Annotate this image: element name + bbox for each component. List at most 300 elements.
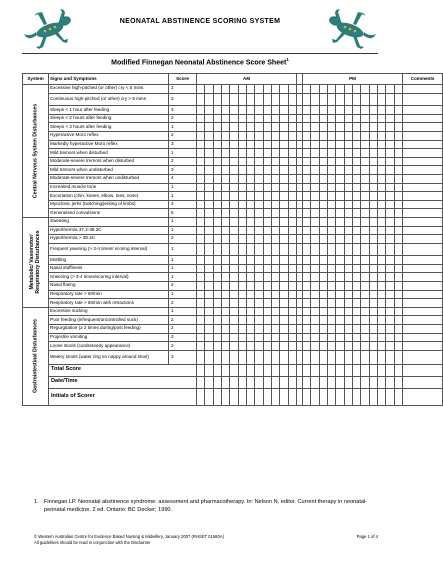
pm-score-cell[interactable] xyxy=(369,166,377,175)
am-score-cell[interactable] xyxy=(230,192,238,201)
am-score-cell[interactable] xyxy=(197,307,205,316)
pm-score-cell[interactable] xyxy=(377,256,385,265)
pm-score-cell[interactable] xyxy=(336,273,344,282)
am-score-cell[interactable] xyxy=(246,235,254,244)
am-score-cell[interactable] xyxy=(205,290,213,299)
pm-score-cell[interactable] xyxy=(386,149,394,158)
pm-score-cell[interactable] xyxy=(369,388,377,405)
pm-score-cell[interactable] xyxy=(352,342,360,351)
pm-score-cell[interactable] xyxy=(394,183,402,192)
am-score-cell[interactable] xyxy=(246,282,254,291)
pm-score-cell[interactable] xyxy=(377,376,385,388)
pm-score-cell[interactable] xyxy=(352,166,360,175)
am-score-cell[interactable] xyxy=(221,282,229,291)
am-score-cell[interactable] xyxy=(213,325,221,334)
pm-score-cell[interactable] xyxy=(311,282,319,291)
pm-score-cell[interactable] xyxy=(377,166,385,175)
pm-score-cell[interactable] xyxy=(369,290,377,299)
pm-score-cell[interactable] xyxy=(319,388,327,405)
am-score-cell[interactable] xyxy=(221,376,229,388)
am-score-cell[interactable] xyxy=(246,342,254,351)
am-score-cell[interactable] xyxy=(205,282,213,291)
am-score-cell[interactable] xyxy=(246,290,254,299)
am-score-cell[interactable] xyxy=(263,325,271,334)
pm-score-cell[interactable] xyxy=(311,256,319,265)
am-score-cell[interactable] xyxy=(288,235,296,244)
pm-score-cell[interactable] xyxy=(336,200,344,209)
am-score-cell[interactable] xyxy=(288,131,296,140)
pm-score-cell[interactable] xyxy=(327,217,335,226)
am-score-cell[interactable] xyxy=(221,299,229,308)
am-score-cell[interactable] xyxy=(221,325,229,334)
am-score-cell[interactable] xyxy=(221,183,229,192)
am-score-cell[interactable] xyxy=(197,183,205,192)
am-score-cell[interactable] xyxy=(288,273,296,282)
pm-score-cell[interactable] xyxy=(403,376,443,388)
pm-score-cell[interactable] xyxy=(336,85,344,94)
pm-score-cell[interactable] xyxy=(386,123,394,132)
am-score-cell[interactable] xyxy=(213,200,221,209)
am-score-cell[interactable] xyxy=(221,217,229,226)
am-score-cell[interactable] xyxy=(255,217,263,226)
pm-score-cell[interactable] xyxy=(327,192,335,201)
pm-score-cell[interactable] xyxy=(369,256,377,265)
am-score-cell[interactable] xyxy=(271,200,279,209)
am-score-cell[interactable] xyxy=(288,106,296,115)
pm-score-cell[interactable] xyxy=(311,307,319,316)
am-score-cell[interactable] xyxy=(246,123,254,132)
pm-score-cell[interactable] xyxy=(403,183,443,192)
am-score-cell[interactable] xyxy=(246,131,254,140)
pm-score-cell[interactable] xyxy=(319,273,327,282)
pm-score-cell[interactable] xyxy=(403,85,443,94)
pm-score-cell[interactable] xyxy=(386,264,394,273)
am-score-cell[interactable] xyxy=(280,307,288,316)
pm-score-cell[interactable] xyxy=(369,226,377,235)
pm-score-cell[interactable] xyxy=(344,217,352,226)
am-score-cell[interactable] xyxy=(230,200,238,209)
am-score-cell[interactable] xyxy=(288,183,296,192)
am-score-cell[interactable] xyxy=(271,273,279,282)
am-score-cell[interactable] xyxy=(280,192,288,201)
am-score-cell[interactable] xyxy=(197,166,205,175)
am-score-cell[interactable] xyxy=(255,282,263,291)
pm-score-cell[interactable] xyxy=(352,290,360,299)
pm-score-cell[interactable] xyxy=(369,192,377,201)
am-score-cell[interactable] xyxy=(205,85,213,94)
pm-score-cell[interactable] xyxy=(319,282,327,291)
pm-score-cell[interactable] xyxy=(386,350,394,364)
am-score-cell[interactable] xyxy=(288,85,296,94)
pm-score-cell[interactable] xyxy=(319,325,327,334)
pm-score-cell[interactable] xyxy=(327,256,335,265)
pm-score-cell[interactable] xyxy=(327,273,335,282)
pm-score-cell[interactable] xyxy=(336,243,344,256)
am-score-cell[interactable] xyxy=(205,273,213,282)
pm-score-cell[interactable] xyxy=(319,93,327,106)
am-score-cell[interactable] xyxy=(263,192,271,201)
am-score-cell[interactable] xyxy=(238,192,246,201)
pm-score-cell[interactable] xyxy=(327,325,335,334)
am-score-cell[interactable] xyxy=(197,325,205,334)
am-score-cell[interactable] xyxy=(221,350,229,364)
am-score-cell[interactable] xyxy=(263,174,271,183)
pm-score-cell[interactable] xyxy=(377,106,385,115)
pm-score-cell[interactable] xyxy=(386,157,394,166)
pm-score-cell[interactable] xyxy=(327,209,335,218)
am-score-cell[interactable] xyxy=(280,364,288,376)
pm-score-cell[interactable] xyxy=(403,157,443,166)
am-score-cell[interactable] xyxy=(288,140,296,149)
pm-score-cell[interactable] xyxy=(403,264,443,273)
pm-score-cell[interactable] xyxy=(403,200,443,209)
am-score-cell[interactable] xyxy=(213,131,221,140)
pm-score-cell[interactable] xyxy=(344,235,352,244)
pm-score-cell[interactable] xyxy=(327,200,335,209)
pm-score-cell[interactable] xyxy=(344,85,352,94)
pm-score-cell[interactable] xyxy=(352,235,360,244)
am-score-cell[interactable] xyxy=(271,264,279,273)
am-score-cell[interactable] xyxy=(205,325,213,334)
am-score-cell[interactable] xyxy=(238,93,246,106)
pm-score-cell[interactable] xyxy=(319,157,327,166)
pm-score-cell[interactable] xyxy=(369,342,377,351)
am-score-cell[interactable] xyxy=(221,200,229,209)
am-score-cell[interactable] xyxy=(288,307,296,316)
am-score-cell[interactable] xyxy=(271,235,279,244)
pm-score-cell[interactable] xyxy=(394,209,402,218)
am-score-cell[interactable] xyxy=(255,307,263,316)
pm-score-cell[interactable] xyxy=(377,114,385,123)
pm-score-cell[interactable] xyxy=(311,316,319,325)
am-score-cell[interactable] xyxy=(221,307,229,316)
pm-score-cell[interactable] xyxy=(336,299,344,308)
pm-score-cell[interactable] xyxy=(302,200,310,209)
pm-score-cell[interactable] xyxy=(302,140,310,149)
am-score-cell[interactable] xyxy=(288,123,296,132)
pm-score-cell[interactable] xyxy=(302,256,310,265)
pm-score-cell[interactable] xyxy=(311,114,319,123)
am-score-cell[interactable] xyxy=(238,226,246,235)
am-score-cell[interactable] xyxy=(288,350,296,364)
pm-score-cell[interactable] xyxy=(327,316,335,325)
pm-score-cell[interactable] xyxy=(344,264,352,273)
pm-score-cell[interactable] xyxy=(386,235,394,244)
pm-score-cell[interactable] xyxy=(352,174,360,183)
am-score-cell[interactable] xyxy=(271,166,279,175)
am-score-cell[interactable] xyxy=(221,131,229,140)
am-score-cell[interactable] xyxy=(213,256,221,265)
am-score-cell[interactable] xyxy=(205,364,213,376)
am-score-cell[interactable] xyxy=(213,307,221,316)
am-score-cell[interactable] xyxy=(263,264,271,273)
pm-score-cell[interactable] xyxy=(327,364,335,376)
pm-score-cell[interactable] xyxy=(394,93,402,106)
pm-score-cell[interactable] xyxy=(377,307,385,316)
am-score-cell[interactable] xyxy=(230,166,238,175)
pm-score-cell[interactable] xyxy=(327,149,335,158)
am-score-cell[interactable] xyxy=(230,106,238,115)
am-score-cell[interactable] xyxy=(205,114,213,123)
am-score-cell[interactable] xyxy=(213,166,221,175)
am-score-cell[interactable] xyxy=(246,256,254,265)
pm-score-cell[interactable] xyxy=(361,388,369,405)
pm-score-cell[interactable] xyxy=(344,376,352,388)
am-score-cell[interactable] xyxy=(205,174,213,183)
am-score-cell[interactable] xyxy=(263,299,271,308)
am-score-cell[interactable] xyxy=(288,325,296,334)
am-score-cell[interactable] xyxy=(213,123,221,132)
pm-score-cell[interactable] xyxy=(403,333,443,342)
pm-score-cell[interactable] xyxy=(369,200,377,209)
am-score-cell[interactable] xyxy=(205,299,213,308)
pm-score-cell[interactable] xyxy=(394,316,402,325)
pm-score-cell[interactable] xyxy=(344,131,352,140)
pm-score-cell[interactable] xyxy=(311,123,319,132)
pm-score-cell[interactable] xyxy=(403,192,443,201)
am-score-cell[interactable] xyxy=(280,273,288,282)
pm-score-cell[interactable] xyxy=(403,123,443,132)
am-score-cell[interactable] xyxy=(197,93,205,106)
pm-score-cell[interactable] xyxy=(302,316,310,325)
pm-score-cell[interactable] xyxy=(377,93,385,106)
pm-score-cell[interactable] xyxy=(311,273,319,282)
am-score-cell[interactable] xyxy=(205,333,213,342)
am-score-cell[interactable] xyxy=(263,273,271,282)
pm-score-cell[interactable] xyxy=(319,183,327,192)
am-score-cell[interactable] xyxy=(255,114,263,123)
am-score-cell[interactable] xyxy=(288,157,296,166)
am-score-cell[interactable] xyxy=(263,106,271,115)
pm-score-cell[interactable] xyxy=(361,290,369,299)
pm-score-cell[interactable] xyxy=(369,217,377,226)
pm-score-cell[interactable] xyxy=(377,157,385,166)
pm-score-cell[interactable] xyxy=(344,192,352,201)
pm-score-cell[interactable] xyxy=(319,106,327,115)
am-score-cell[interactable] xyxy=(221,93,229,106)
am-score-cell[interactable] xyxy=(230,140,238,149)
am-score-cell[interactable] xyxy=(263,333,271,342)
am-score-cell[interactable] xyxy=(238,273,246,282)
pm-score-cell[interactable] xyxy=(377,325,385,334)
pm-score-cell[interactable] xyxy=(403,166,443,175)
am-score-cell[interactable] xyxy=(230,85,238,94)
pm-score-cell[interactable] xyxy=(394,299,402,308)
am-score-cell[interactable] xyxy=(288,114,296,123)
pm-score-cell[interactable] xyxy=(319,217,327,226)
pm-score-cell[interactable] xyxy=(386,243,394,256)
pm-score-cell[interactable] xyxy=(386,217,394,226)
am-score-cell[interactable] xyxy=(238,235,246,244)
am-score-cell[interactable] xyxy=(280,290,288,299)
am-score-cell[interactable] xyxy=(280,333,288,342)
am-score-cell[interactable] xyxy=(213,350,221,364)
pm-score-cell[interactable] xyxy=(377,333,385,342)
am-score-cell[interactable] xyxy=(280,93,288,106)
am-score-cell[interactable] xyxy=(221,290,229,299)
am-score-cell[interactable] xyxy=(246,264,254,273)
am-score-cell[interactable] xyxy=(246,85,254,94)
pm-score-cell[interactable] xyxy=(327,93,335,106)
pm-score-cell[interactable] xyxy=(336,114,344,123)
pm-score-cell[interactable] xyxy=(319,123,327,132)
pm-score-cell[interactable] xyxy=(302,123,310,132)
pm-score-cell[interactable] xyxy=(369,93,377,106)
pm-score-cell[interactable] xyxy=(352,299,360,308)
pm-score-cell[interactable] xyxy=(377,183,385,192)
am-score-cell[interactable] xyxy=(230,149,238,158)
pm-score-cell[interactable] xyxy=(344,166,352,175)
am-score-cell[interactable] xyxy=(197,114,205,123)
pm-score-cell[interactable] xyxy=(377,364,385,376)
am-score-cell[interactable] xyxy=(205,140,213,149)
pm-score-cell[interactable] xyxy=(319,316,327,325)
am-score-cell[interactable] xyxy=(288,333,296,342)
am-score-cell[interactable] xyxy=(271,192,279,201)
am-score-cell[interactable] xyxy=(288,282,296,291)
am-score-cell[interactable] xyxy=(271,183,279,192)
pm-score-cell[interactable] xyxy=(394,307,402,316)
pm-score-cell[interactable] xyxy=(369,114,377,123)
am-score-cell[interactable] xyxy=(238,388,246,405)
am-score-cell[interactable] xyxy=(288,226,296,235)
am-score-cell[interactable] xyxy=(213,174,221,183)
am-score-cell[interactable] xyxy=(213,217,221,226)
am-score-cell[interactable] xyxy=(238,114,246,123)
am-score-cell[interactable] xyxy=(230,157,238,166)
am-score-cell[interactable] xyxy=(213,157,221,166)
am-score-cell[interactable] xyxy=(205,256,213,265)
pm-score-cell[interactable] xyxy=(311,350,319,364)
pm-score-cell[interactable] xyxy=(311,299,319,308)
am-score-cell[interactable] xyxy=(221,243,229,256)
am-score-cell[interactable] xyxy=(271,325,279,334)
am-score-cell[interactable] xyxy=(288,388,296,405)
am-score-cell[interactable] xyxy=(238,217,246,226)
pm-score-cell[interactable] xyxy=(352,123,360,132)
am-score-cell[interactable] xyxy=(197,282,205,291)
pm-score-cell[interactable] xyxy=(386,93,394,106)
am-score-cell[interactable] xyxy=(205,131,213,140)
am-score-cell[interactable] xyxy=(255,264,263,273)
am-score-cell[interactable] xyxy=(246,273,254,282)
pm-score-cell[interactable] xyxy=(336,282,344,291)
am-score-cell[interactable] xyxy=(230,174,238,183)
pm-score-cell[interactable] xyxy=(302,342,310,351)
pm-score-cell[interactable] xyxy=(311,149,319,158)
pm-score-cell[interactable] xyxy=(394,350,402,364)
pm-score-cell[interactable] xyxy=(361,106,369,115)
pm-score-cell[interactable] xyxy=(344,350,352,364)
am-score-cell[interactable] xyxy=(255,174,263,183)
am-score-cell[interactable] xyxy=(221,333,229,342)
am-score-cell[interactable] xyxy=(213,106,221,115)
pm-score-cell[interactable] xyxy=(336,93,344,106)
am-score-cell[interactable] xyxy=(280,183,288,192)
am-score-cell[interactable] xyxy=(246,299,254,308)
pm-score-cell[interactable] xyxy=(344,106,352,115)
pm-score-cell[interactable] xyxy=(377,131,385,140)
pm-score-cell[interactable] xyxy=(377,149,385,158)
pm-score-cell[interactable] xyxy=(352,307,360,316)
pm-score-cell[interactable] xyxy=(319,131,327,140)
am-score-cell[interactable] xyxy=(280,235,288,244)
am-score-cell[interactable] xyxy=(221,114,229,123)
pm-score-cell[interactable] xyxy=(336,157,344,166)
am-score-cell[interactable] xyxy=(197,299,205,308)
pm-score-cell[interactable] xyxy=(352,256,360,265)
pm-score-cell[interactable] xyxy=(361,333,369,342)
pm-score-cell[interactable] xyxy=(377,85,385,94)
pm-score-cell[interactable] xyxy=(319,290,327,299)
pm-score-cell[interactable] xyxy=(302,333,310,342)
am-score-cell[interactable] xyxy=(280,131,288,140)
am-score-cell[interactable] xyxy=(271,174,279,183)
pm-score-cell[interactable] xyxy=(311,192,319,201)
pm-score-cell[interactable] xyxy=(394,192,402,201)
pm-score-cell[interactable] xyxy=(336,316,344,325)
am-score-cell[interactable] xyxy=(271,114,279,123)
am-score-cell[interactable] xyxy=(271,316,279,325)
am-score-cell[interactable] xyxy=(238,131,246,140)
am-score-cell[interactable] xyxy=(280,325,288,334)
am-score-cell[interactable] xyxy=(238,350,246,364)
am-score-cell[interactable] xyxy=(288,364,296,376)
pm-score-cell[interactable] xyxy=(319,256,327,265)
pm-score-cell[interactable] xyxy=(361,140,369,149)
pm-score-cell[interactable] xyxy=(302,226,310,235)
pm-score-cell[interactable] xyxy=(377,123,385,132)
pm-score-cell[interactable] xyxy=(386,388,394,405)
am-score-cell[interactable] xyxy=(246,325,254,334)
pm-score-cell[interactable] xyxy=(369,376,377,388)
am-score-cell[interactable] xyxy=(221,316,229,325)
pm-score-cell[interactable] xyxy=(352,264,360,273)
pm-score-cell[interactable] xyxy=(403,388,443,405)
pm-score-cell[interactable] xyxy=(302,282,310,291)
pm-score-cell[interactable] xyxy=(344,149,352,158)
am-score-cell[interactable] xyxy=(271,388,279,405)
pm-score-cell[interactable] xyxy=(386,200,394,209)
am-score-cell[interactable] xyxy=(280,350,288,364)
pm-score-cell[interactable] xyxy=(352,217,360,226)
pm-score-cell[interactable] xyxy=(377,243,385,256)
pm-score-cell[interactable] xyxy=(386,325,394,334)
pm-score-cell[interactable] xyxy=(302,85,310,94)
am-score-cell[interactable] xyxy=(197,350,205,364)
am-score-cell[interactable] xyxy=(280,226,288,235)
am-score-cell[interactable] xyxy=(263,290,271,299)
am-score-cell[interactable] xyxy=(246,200,254,209)
pm-score-cell[interactable] xyxy=(302,273,310,282)
am-score-cell[interactable] xyxy=(271,290,279,299)
am-score-cell[interactable] xyxy=(271,106,279,115)
pm-score-cell[interactable] xyxy=(394,106,402,115)
pm-score-cell[interactable] xyxy=(336,209,344,218)
am-score-cell[interactable] xyxy=(271,333,279,342)
pm-score-cell[interactable] xyxy=(327,333,335,342)
pm-score-cell[interactable] xyxy=(394,243,402,256)
pm-score-cell[interactable] xyxy=(403,273,443,282)
am-score-cell[interactable] xyxy=(221,106,229,115)
pm-score-cell[interactable] xyxy=(352,106,360,115)
am-score-cell[interactable] xyxy=(271,299,279,308)
am-score-cell[interactable] xyxy=(205,166,213,175)
am-score-cell[interactable] xyxy=(280,157,288,166)
pm-score-cell[interactable] xyxy=(327,166,335,175)
pm-score-cell[interactable] xyxy=(319,350,327,364)
am-score-cell[interactable] xyxy=(288,166,296,175)
